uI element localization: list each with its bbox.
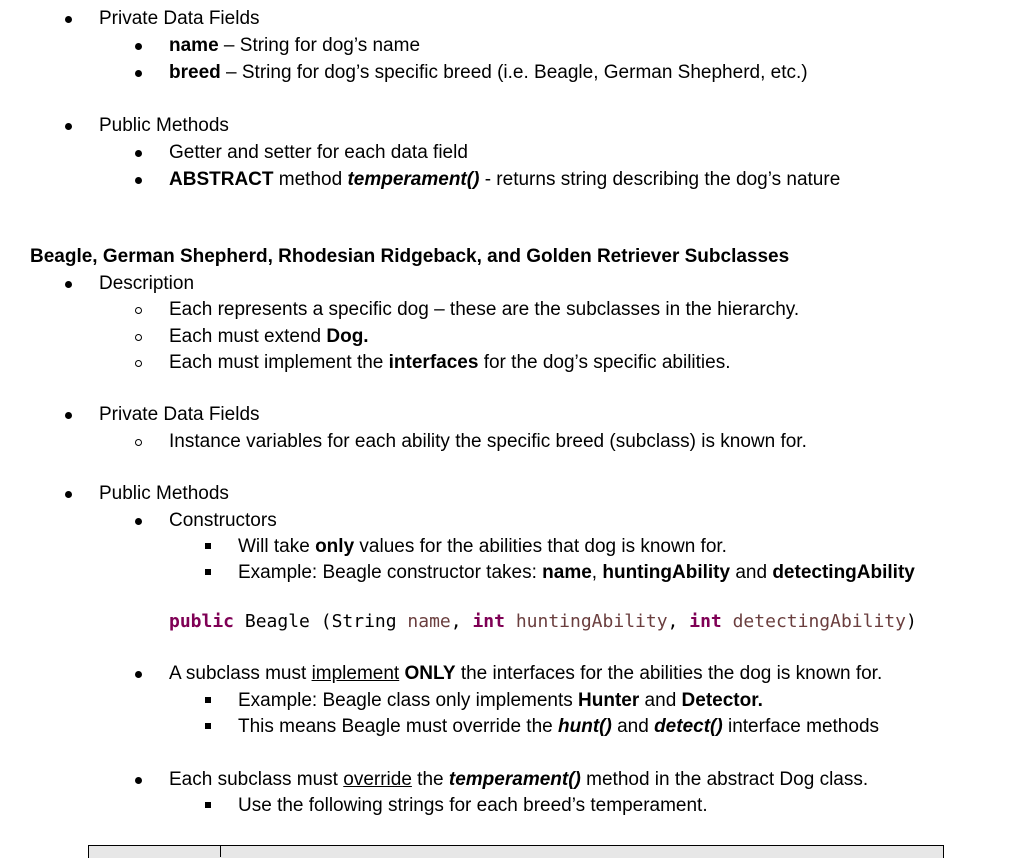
- method-name: hunt(): [558, 716, 612, 737]
- public-methods-heading: Public Methods: [99, 483, 229, 504]
- bullet: [65, 16, 72, 23]
- param: huntingAbility: [602, 562, 731, 583]
- circle-bullet: [135, 307, 142, 314]
- only-term: only: [315, 536, 355, 557]
- bullet: [135, 70, 142, 77]
- text: and: [611, 716, 655, 737]
- text: method in the abstract Dog class.: [580, 769, 869, 790]
- implement-rule: [169, 663, 882, 685]
- code-text: ,: [450, 611, 473, 632]
- square-bullet: [205, 697, 211, 703]
- keyword: int: [472, 611, 505, 632]
- code-text: [505, 611, 516, 632]
- bullet: [135, 671, 142, 678]
- bullet: [135, 518, 142, 525]
- bullet: [65, 281, 72, 288]
- param: detectingAbility: [772, 562, 915, 583]
- text: Example: Beagle class only implements: [238, 690, 579, 711]
- text: and: [639, 690, 682, 711]
- bullet: [135, 150, 142, 157]
- constructor-example: [238, 562, 915, 584]
- code-var: name: [407, 611, 451, 632]
- class-name: Dog.: [326, 326, 369, 347]
- field-desc: – String for dog’s specific breed (i.e. Beagle, German Shepherd, etc.): [220, 62, 808, 83]
- text: method: [273, 169, 348, 190]
- code-text: ): [905, 611, 917, 632]
- override-rule: [169, 769, 868, 791]
- constructor-rule: [238, 536, 727, 558]
- circle-bullet: [135, 360, 142, 367]
- getter-setter-item: Getter and setter for each data field: [169, 142, 468, 163]
- bullet: [135, 43, 142, 50]
- text: - returns string describing the dog’s nature: [479, 169, 841, 190]
- abstract-method-item: [169, 169, 840, 191]
- field-desc: – String for dog’s name: [218, 35, 421, 56]
- abstract-label: ABSTRACT: [169, 169, 274, 190]
- description-item: [169, 326, 369, 348]
- field-breed-item: [169, 62, 808, 84]
- method-name: detect(): [654, 716, 723, 737]
- constructors-item: Constructors: [169, 510, 277, 531]
- only-term: ONLY: [404, 663, 456, 684]
- text: Example: Beagle constructor takes:: [238, 562, 543, 583]
- description-heading: Description: [99, 273, 195, 294]
- bullet: [135, 777, 142, 784]
- interface-name: Hunter: [578, 690, 640, 711]
- text: This means Beagle must override the: [238, 716, 558, 737]
- square-bullet: [205, 802, 211, 808]
- field-name-item: [169, 35, 420, 57]
- square-bullet: [205, 723, 211, 729]
- text: Each must extend: [169, 326, 327, 347]
- text: A subclass must: [169, 663, 312, 684]
- bullet: [135, 177, 142, 184]
- text: Will take: [238, 536, 316, 557]
- text: Each must implement the: [169, 352, 389, 373]
- field-term: breed: [169, 62, 221, 83]
- field-term: name: [169, 35, 219, 56]
- text: values for the abilities that dog is known for.: [354, 536, 727, 557]
- text: the: [411, 769, 449, 790]
- implement-term: implement: [311, 663, 400, 684]
- bullet: [65, 123, 72, 130]
- method-name: temperament(): [347, 169, 480, 190]
- code-var: detectingAbility: [732, 611, 906, 632]
- private-fields-heading: Private Data Fields: [99, 8, 260, 29]
- section-title: Beagle, German Shepherd, Rhodesian Ridgeback, and Golden Retriever Subclasses: [30, 246, 790, 267]
- circle-bullet: [135, 334, 142, 341]
- keyword: int: [689, 611, 722, 632]
- circle-bullet: [135, 439, 142, 446]
- public-methods-heading: Public Methods: [99, 115, 229, 136]
- description-item: [169, 352, 731, 374]
- override-example: [238, 716, 879, 738]
- method-name: temperament(): [448, 769, 581, 790]
- text: and: [730, 562, 773, 583]
- instance-variables-item: Instance variables for each ability the specific breed (subclass) is known for.: [169, 431, 807, 452]
- private-fields-heading: Private Data Fields: [99, 404, 260, 425]
- text: ,: [591, 562, 603, 583]
- interface-name: Detector.: [681, 690, 763, 711]
- bullet: [65, 491, 72, 498]
- keyword: public: [169, 611, 235, 632]
- text: Each subclass must: [169, 769, 344, 790]
- text: for the dog’s specific abilities.: [478, 352, 731, 373]
- constructor-code: [169, 611, 917, 633]
- text: interface methods: [722, 716, 880, 737]
- description-item: Each represents a specific dog – these are the subclasses in the hierarchy.: [169, 299, 800, 320]
- temperament-strings-note: Use the following strings for each breed’s temperament.: [238, 795, 708, 816]
- bullet: [65, 412, 72, 419]
- temperament-table: [88, 845, 944, 858]
- override-term: override: [343, 769, 412, 790]
- code-text: [722, 611, 733, 632]
- implement-example: [238, 690, 763, 712]
- text: the interfaces for the abilities the dog is known for.: [455, 663, 883, 684]
- code-text: Beagle (String: [234, 611, 408, 632]
- code-text: ,: [667, 611, 690, 632]
- square-bullet: [205, 543, 211, 549]
- param: name: [542, 562, 592, 583]
- code-var: huntingAbility: [515, 611, 668, 632]
- table-column-divider: [220, 845, 221, 857]
- interfaces-term: interfaces: [388, 352, 479, 373]
- square-bullet: [205, 569, 211, 575]
